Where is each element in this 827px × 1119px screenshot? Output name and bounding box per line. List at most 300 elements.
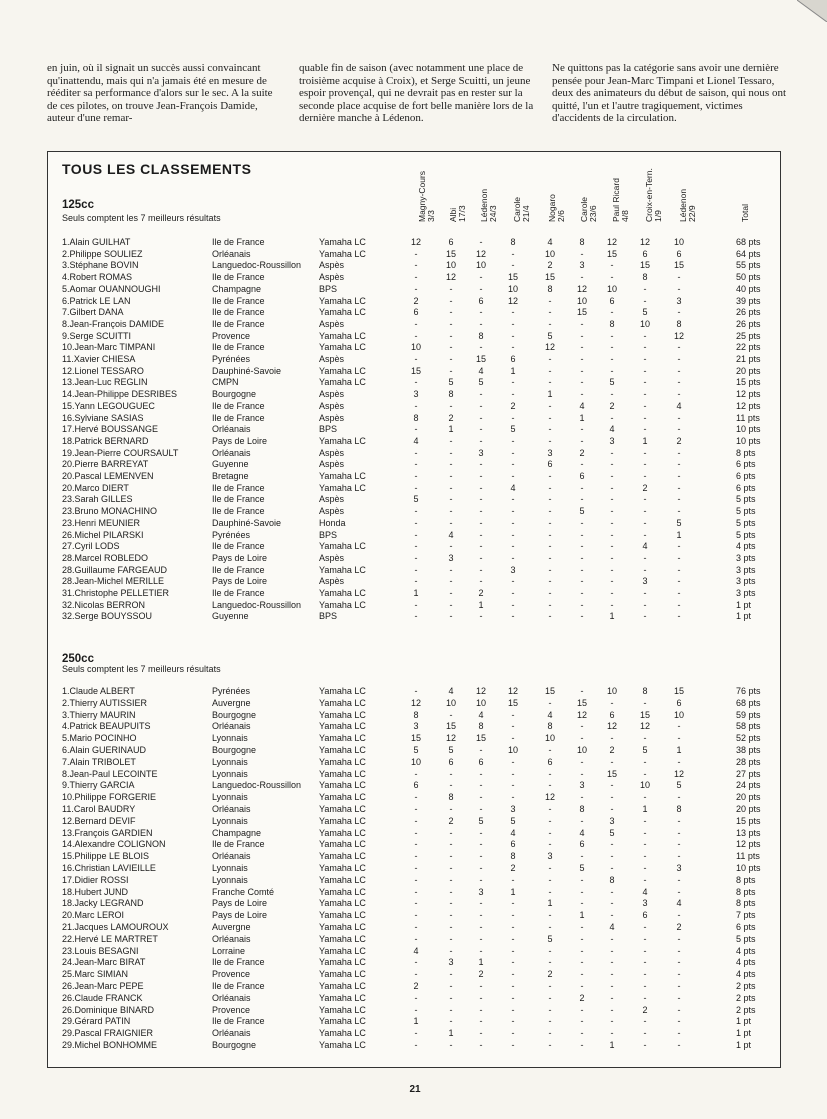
rider-motorcycle: Yamaha LC <box>319 768 366 779</box>
race-result: - <box>643 529 647 540</box>
race-result: 10 <box>576 295 587 306</box>
race-result: - <box>414 552 418 563</box>
race-result: - <box>610 1016 614 1027</box>
race-result: - <box>548 874 552 885</box>
race-result: - <box>677 506 681 517</box>
race-result: - <box>643 564 647 575</box>
race-result: - <box>610 898 614 909</box>
race-result: 8 <box>448 389 454 400</box>
race-result: 3 <box>547 447 553 458</box>
race-result: - <box>479 839 483 850</box>
race-result: 6 <box>448 756 454 767</box>
total-points: 64 pts <box>736 248 761 259</box>
race-result: 10 <box>544 248 555 259</box>
table-row <box>0 969 827 981</box>
race-result: - <box>643 1028 647 1039</box>
table-row <box>0 934 827 946</box>
race-result: - <box>677 459 681 470</box>
race-result: - <box>548 827 552 838</box>
rider-motorcycle: Yamaha LC <box>319 733 366 744</box>
table-row <box>0 757 827 769</box>
total-points: 12 pts <box>736 400 761 411</box>
race-result: - <box>580 482 584 493</box>
rider-motorcycle: Yamaha LC <box>319 435 366 446</box>
race-result: - <box>479 412 483 423</box>
race-result: - <box>548 588 552 598</box>
rider-motorcycle: Yamaha LC <box>319 482 366 493</box>
rider-region: Champagne <box>212 827 262 838</box>
rider-name: 3.Stéphane BOVIN <box>62 260 139 271</box>
race-result: - <box>580 756 584 767</box>
race-result: - <box>643 1016 647 1027</box>
race-result: - <box>643 874 647 885</box>
race-result: - <box>479 389 483 400</box>
rider-motorcycle: Aspès <box>319 576 345 587</box>
total-points: 1 pt <box>736 1040 752 1050</box>
rider-region: Provence <box>212 1004 251 1015</box>
rider-motorcycle: Yamaha LC <box>319 992 366 1003</box>
rider-name: 7.Gilbert DANA <box>62 307 124 318</box>
rider-motorcycle: Yamaha LC <box>319 307 366 318</box>
race-result: 1 <box>510 365 516 376</box>
race-result: 1 <box>609 611 615 622</box>
race-result: - <box>449 922 453 932</box>
race-result: - <box>414 839 418 850</box>
race-result: - <box>580 377 584 388</box>
race-result: - <box>610 981 614 991</box>
race-result: 2 <box>609 745 615 755</box>
race-result: 1 <box>676 745 682 755</box>
total-points: 26 pts <box>736 307 761 318</box>
rider-name: 3.Thierry MAURIN <box>62 709 136 720</box>
rider-motorcycle: Aspès <box>319 459 345 470</box>
rider-name: 12.Lionel TESSARO <box>62 365 144 376</box>
rider-name: 31.Christophe PELLETIER <box>62 588 170 598</box>
race-result: - <box>511 957 515 968</box>
race-result: - <box>479 863 483 873</box>
race-result: - <box>677 933 681 944</box>
race-result: 15 <box>544 272 555 283</box>
race-result: - <box>449 1004 453 1015</box>
rider-name: 8.Jean-François DAMIDE <box>62 318 165 329</box>
race-result: 1 <box>547 389 553 400</box>
total-points: 8 pts <box>736 447 756 458</box>
race-result: - <box>580 768 584 779</box>
total-points: 52 pts <box>736 733 761 744</box>
race-result: - <box>511 494 515 505</box>
race-result: - <box>580 564 584 575</box>
rider-name: 16.Sylviane SASIAS <box>62 412 144 423</box>
rider-name: 11.Xavier CHIESA <box>62 354 136 364</box>
race-result: 4 <box>413 945 419 956</box>
race-result: - <box>414 886 418 897</box>
rider-motorcycle: Yamaha LC <box>319 910 366 921</box>
race-result: 8 <box>579 804 585 814</box>
table-row <box>0 389 827 401</box>
race-result: - <box>610 459 614 470</box>
race-result: 5 <box>547 933 553 944</box>
total-points: 3 pts <box>736 564 756 575</box>
race-result: - <box>479 541 483 552</box>
race-result: - <box>449 447 453 458</box>
race-result: - <box>511 588 515 598</box>
race-result: 15 <box>576 307 587 318</box>
total-points: 20 pts <box>736 792 761 803</box>
race-result: - <box>580 342 584 353</box>
rider-region: Orléanais <box>212 933 251 944</box>
table-row <box>0 576 827 588</box>
rider-region: Pyrénées <box>212 686 251 696</box>
race-result: - <box>449 471 453 481</box>
race-result: - <box>479 981 483 991</box>
race-result: - <box>414 272 418 283</box>
table-row <box>0 331 827 343</box>
race-result: - <box>643 827 647 838</box>
table-row <box>0 354 827 366</box>
race-result: - <box>511 992 515 1003</box>
race-result: - <box>643 815 647 826</box>
race-result: - <box>643 969 647 980</box>
race-result: - <box>677 1040 681 1050</box>
race-result: - <box>677 307 681 318</box>
race-result: - <box>580 815 584 826</box>
rider-motorcycle: Yamaha LC <box>319 815 366 826</box>
table-row <box>0 413 827 425</box>
column-header: Croix-en-Tern. 1/9 <box>644 168 664 222</box>
race-result: - <box>479 827 483 838</box>
rider-name: 14.Jean-Philippe DESRIBES <box>62 389 178 400</box>
race-result: 4 <box>609 922 615 932</box>
rider-motorcycle: Aspès <box>319 389 345 400</box>
total-points: 55 pts <box>736 260 761 271</box>
race-result: 10 <box>639 780 650 791</box>
race-result: 15 <box>606 768 617 779</box>
race-result: - <box>580 354 584 364</box>
race-result: - <box>548 517 552 528</box>
rider-region: Guyenne <box>212 611 249 622</box>
rider-name: 5.Aomar OUANNOUGHI <box>62 283 161 294</box>
race-result: 12 <box>507 295 518 306</box>
race-result: 2 <box>579 447 585 458</box>
race-result: - <box>449 933 453 944</box>
race-result: - <box>610 576 614 587</box>
rider-region: Ile de France <box>212 506 265 517</box>
race-result: 12 <box>410 697 421 708</box>
table-row <box>0 553 827 565</box>
race-result: - <box>548 981 552 991</box>
table-row <box>0 946 827 958</box>
race-result: - <box>610 482 614 493</box>
rider-region: Bourgogne <box>212 709 257 720</box>
race-result: 10 <box>410 756 421 767</box>
race-result: - <box>677 756 681 767</box>
rider-region: Ile de France <box>212 839 265 850</box>
rider-motorcycle: Aspès <box>319 318 345 329</box>
race-result: 5 <box>642 745 648 755</box>
race-result: 4 <box>510 482 516 493</box>
total-points: 12 pts <box>736 839 761 850</box>
race-result: - <box>610 494 614 505</box>
race-result: - <box>548 307 552 318</box>
race-result: 3 <box>413 721 419 732</box>
race-result: - <box>548 1040 552 1050</box>
race-result: 15 <box>673 686 684 696</box>
race-result: - <box>677 1028 681 1039</box>
race-result: 3 <box>642 898 648 909</box>
table-row <box>0 816 827 828</box>
race-result: - <box>677 792 681 803</box>
race-result: - <box>580 721 584 732</box>
race-result: - <box>677 541 681 552</box>
race-result: - <box>414 517 418 528</box>
total-points: 20 pts <box>736 804 761 814</box>
rider-name: 16.Christian LAVIEILLE <box>62 863 156 873</box>
race-result: - <box>479 1028 483 1039</box>
race-result: - <box>449 898 453 909</box>
rider-motorcycle: Yamaha LC <box>319 898 366 909</box>
race-result: - <box>511 541 515 552</box>
race-result: - <box>643 295 647 306</box>
race-result: - <box>414 898 418 909</box>
race-result: 8 <box>609 318 615 329</box>
table-row <box>0 448 827 460</box>
race-result: - <box>677 992 681 1003</box>
table-row <box>0 981 827 993</box>
race-result: - <box>511 377 515 388</box>
race-result: - <box>610 886 614 897</box>
race-result: 2 <box>478 969 484 980</box>
rider-region: Lyonnais <box>212 733 248 744</box>
rider-motorcycle: Yamaha LC <box>319 756 366 767</box>
race-result: - <box>511 1040 515 1050</box>
race-result: 5 <box>448 745 454 755</box>
race-result: 10 <box>576 745 587 755</box>
race-result: - <box>479 922 483 932</box>
race-result: - <box>414 283 418 294</box>
race-result: 5 <box>579 506 585 517</box>
race-result: - <box>414 506 418 517</box>
race-result: - <box>643 447 647 458</box>
rider-region: Orléanais <box>212 992 251 1003</box>
race-result: 10 <box>606 283 617 294</box>
race-result: - <box>610 697 614 708</box>
race-result: - <box>449 295 453 306</box>
rider-region: Provence <box>212 969 251 980</box>
race-result: 8 <box>676 318 682 329</box>
race-result: - <box>414 248 418 259</box>
race-result: - <box>479 506 483 517</box>
table-row <box>0 804 827 816</box>
race-result: - <box>580 517 584 528</box>
race-result: - <box>449 863 453 873</box>
rider-name: 29.Michel BONHOMME <box>62 1040 158 1050</box>
race-result: - <box>511 330 515 341</box>
rider-name: 12.Bernard DEVIF <box>62 815 136 826</box>
race-result: - <box>449 354 453 364</box>
race-result: - <box>610 342 614 353</box>
race-result: 4 <box>642 541 648 552</box>
table-row <box>0 1016 827 1028</box>
table-row <box>0 910 827 922</box>
race-result: - <box>479 482 483 493</box>
race-result: - <box>414 933 418 944</box>
race-result: - <box>414 447 418 458</box>
race-result: 15 <box>410 365 421 376</box>
rider-motorcycle: Aspès <box>319 412 345 423</box>
total-points: 5 pts <box>736 506 756 517</box>
race-result: 4 <box>448 686 454 696</box>
rider-region: Bretagne <box>212 471 249 481</box>
race-result: - <box>643 851 647 862</box>
rider-region: Ile de France <box>212 1016 265 1027</box>
total-points: 10 pts <box>736 435 761 446</box>
total-points: 6 pts <box>736 922 756 932</box>
table-row <box>0 260 827 272</box>
race-result: - <box>414 792 418 803</box>
race-result: 15 <box>475 354 486 364</box>
total-points: 27 pts <box>736 768 761 779</box>
rider-name: 24.Jean-Marc BIRAT <box>62 957 146 968</box>
race-result: - <box>643 389 647 400</box>
rider-name: 20.Pascal LEMENVEN <box>62 471 154 481</box>
race-result: - <box>610 506 614 517</box>
rider-motorcycle: Yamaha LC <box>319 780 366 791</box>
rider-region: Bourgogne <box>212 745 257 755</box>
race-result: - <box>511 792 515 803</box>
race-result: - <box>677 1004 681 1015</box>
rider-name: 2.Philippe SOULIEZ <box>62 248 143 259</box>
race-result: 12 <box>475 686 486 696</box>
rider-motorcycle: Yamaha LC <box>319 588 366 598</box>
race-result: - <box>580 1040 584 1050</box>
race-result: - <box>643 863 647 873</box>
rider-region: Ile de France <box>212 307 265 318</box>
race-result: - <box>643 756 647 767</box>
race-result: - <box>610 330 614 341</box>
total-points: 5 pts <box>736 494 756 505</box>
table-row <box>0 828 827 840</box>
race-result: - <box>479 874 483 885</box>
rider-region: Ile de France <box>212 295 265 306</box>
rider-region: Languedoc-Roussillon <box>212 260 302 271</box>
race-result: - <box>580 686 584 696</box>
rider-name: 26.Dominique BINARD <box>62 1004 155 1015</box>
race-result: 3 <box>642 576 648 587</box>
rider-name: 17.Didier ROSSI <box>62 874 129 885</box>
race-result: - <box>449 945 453 956</box>
race-result: - <box>643 330 647 341</box>
rider-region: Bourgogne <box>212 1040 257 1050</box>
rider-motorcycle: Yamaha LC <box>319 804 366 814</box>
race-result: - <box>610 969 614 980</box>
race-result: - <box>677 1016 681 1027</box>
race-result: 1 <box>579 910 585 921</box>
rider-name: 19.Jean-Pierre COURSAULT <box>62 447 179 458</box>
race-result: - <box>610 1004 614 1015</box>
rider-motorcycle: Aspès <box>319 552 345 563</box>
total-points: 4 pts <box>736 945 756 956</box>
total-points: 59 pts <box>736 709 761 720</box>
table-row <box>0 993 827 1005</box>
race-result: - <box>449 981 453 991</box>
race-result: - <box>449 506 453 517</box>
race-result: - <box>548 541 552 552</box>
race-result: 1 <box>448 424 454 435</box>
race-result: 12 <box>445 733 456 744</box>
rider-motorcycle: Yamaha LC <box>319 745 366 755</box>
race-result: 2 <box>413 295 419 306</box>
race-result: - <box>414 910 418 921</box>
total-points: 20 pts <box>736 365 761 376</box>
race-result: - <box>580 494 584 505</box>
race-result: - <box>511 307 515 318</box>
race-result: 2 <box>676 922 682 932</box>
table-row <box>0 1028 827 1040</box>
intro-paragraph-3: Ne quittons pas la catégorie sans avoir une dernière pensée pour Jean-Marc Timpani et Lionel Tessaro, deux des animateurs du début de saison, qui nous ont quitté, l'un et l'autre tragiquement, victimes d'accidents de la circulation. <box>552 62 787 125</box>
race-result: 4 <box>510 827 516 838</box>
total-points: 24 pts <box>736 780 761 791</box>
table-row <box>0 518 827 530</box>
race-result: - <box>548 564 552 575</box>
race-result: - <box>580 318 584 329</box>
section-note: Seuls comptent les 7 meilleurs résultats <box>62 213 221 223</box>
race-result: 12 <box>410 237 421 247</box>
race-result: 12 <box>606 721 617 732</box>
race-result: - <box>677 588 681 598</box>
table-row <box>0 686 827 698</box>
total-points: 25 pts <box>736 330 761 341</box>
race-result: - <box>548 922 552 932</box>
race-result: - <box>449 588 453 598</box>
rider-region: Orléanais <box>212 851 251 862</box>
race-result: - <box>479 945 483 956</box>
race-result: 15 <box>507 697 518 708</box>
race-result: - <box>479 272 483 283</box>
race-result: 3 <box>676 295 682 306</box>
race-result: 6 <box>547 756 553 767</box>
rider-region: Champagne <box>212 283 262 294</box>
rider-region: Pays de Loire <box>212 910 268 921</box>
race-result: - <box>414 471 418 481</box>
rider-motorcycle: Yamaha LC <box>319 709 366 720</box>
race-result: 1 <box>609 1040 615 1050</box>
rider-name: 17.Hervé BOUSSANGE <box>62 424 159 435</box>
race-result: - <box>548 424 552 435</box>
rider-motorcycle: Yamaha LC <box>319 1004 366 1015</box>
race-result: - <box>449 517 453 528</box>
rider-motorcycle: Aspès <box>319 354 345 364</box>
intro-column-3 <box>552 62 790 125</box>
race-result: - <box>511 733 515 744</box>
race-result: 6 <box>609 295 615 306</box>
race-result: - <box>643 424 647 435</box>
race-result: - <box>677 945 681 956</box>
race-result: - <box>414 318 418 329</box>
total-points: 28 pts <box>736 756 761 767</box>
race-result: - <box>610 588 614 598</box>
rider-region: Languedoc-Roussillon <box>212 599 302 610</box>
race-result: - <box>677 482 681 493</box>
race-result: - <box>449 459 453 470</box>
race-result: - <box>479 745 483 755</box>
race-result: - <box>580 588 584 598</box>
race-result: - <box>580 576 584 587</box>
rider-region: Auvergne <box>212 922 251 932</box>
table-row <box>0 588 827 600</box>
race-result: - <box>580 1028 584 1039</box>
rider-motorcycle: Yamaha LC <box>319 471 366 481</box>
intro-paragraph-1: en juin, où il signait un succès aussi convaincant qu'inattendu, mais qui n'a jamais été en mesure de rééditer sa performance d'alors sur le sec. A la suite de ces pilotes, on trouve Jean-François Damide, auteur d'une remar- <box>47 62 273 125</box>
